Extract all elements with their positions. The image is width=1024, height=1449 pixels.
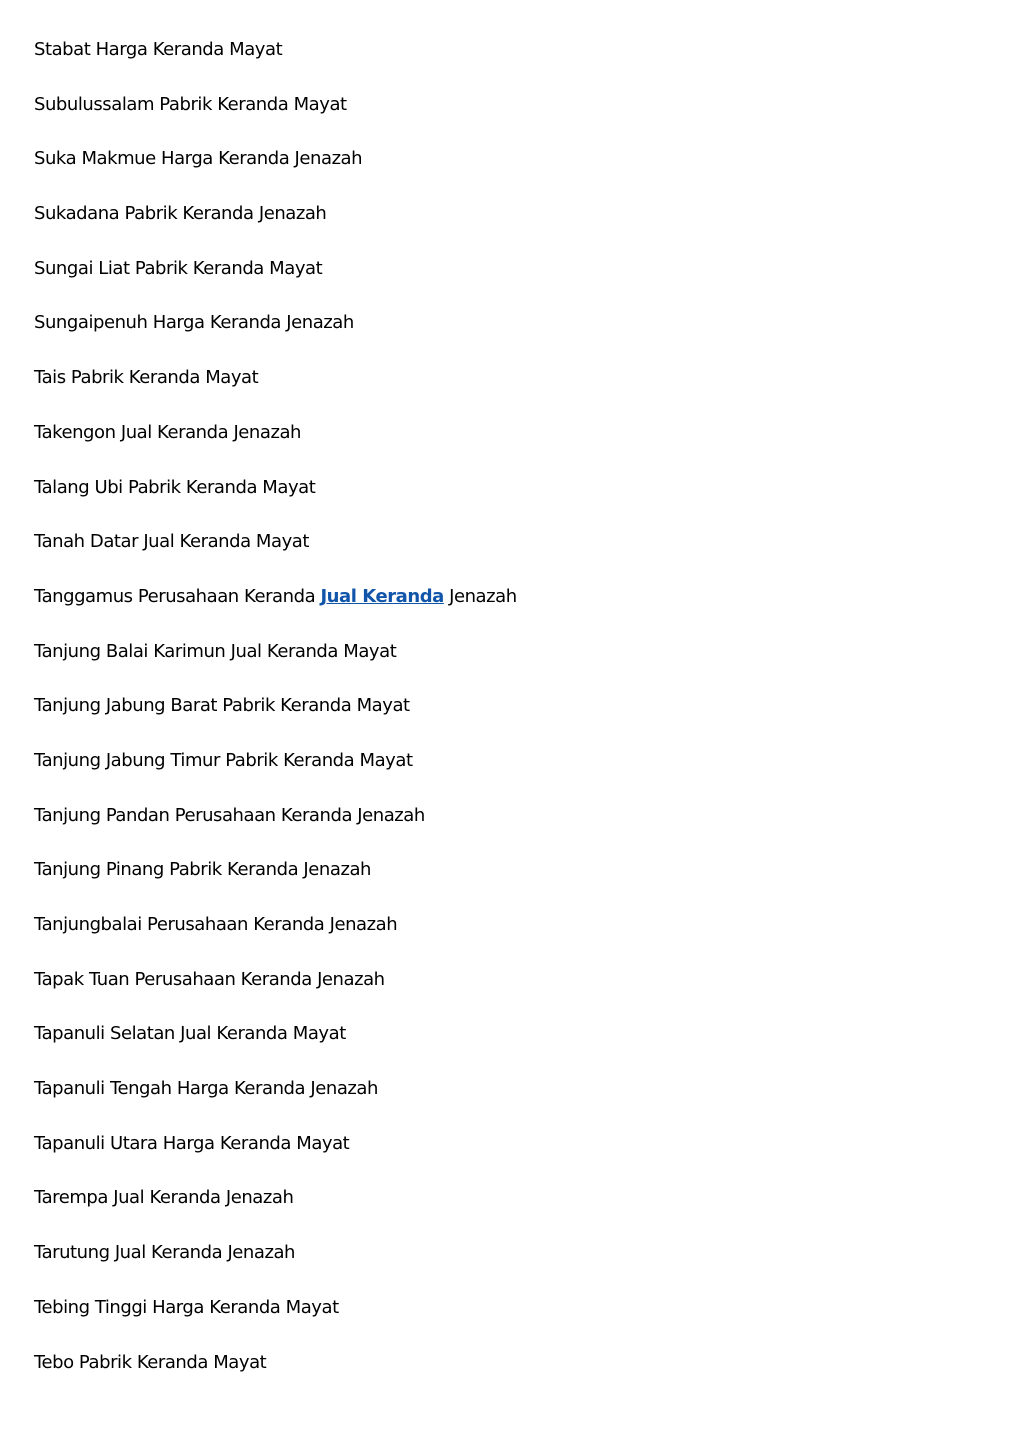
text-line: Tais Pabrik Keranda Mayat (34, 367, 259, 389)
text-line: Subulussalam Pabrik Keranda Mayat (34, 93, 347, 115)
text-line: Sungaipenuh Harga Keranda Jenazah (34, 312, 354, 334)
line-text-after: Jenazah (443, 585, 517, 607)
text-line: Tebing Tinggi Harga Keranda Mayat (34, 1296, 339, 1318)
text-line: Tapanuli Selatan Jual Keranda Mayat (34, 1023, 346, 1045)
text-line: Tarempa Jual Keranda Jenazah (34, 1187, 294, 1209)
text-line: Tanjung Jabung Barat Pabrik Keranda Mayat (34, 695, 410, 717)
text-line: Suka Makmue Harga Keranda Jenazah (34, 148, 363, 170)
text-line: Tanjungbalai Perusahaan Keranda Jenazah (34, 914, 398, 935)
text-line: Sukadana Pabrik Keranda Jenazah (34, 203, 327, 225)
line-text-before: Tanggamus Perusahaan Keranda (34, 585, 321, 607)
text-line: Tebo Pabrik Keranda Mayat (34, 1351, 267, 1373)
text-line: Tapak Tuan Perusahaan Keranda Jenazah (34, 968, 385, 990)
text-line: Takengon Jual Keranda Jenazah (34, 421, 302, 443)
text-line: Tanjung Jabung Timur Pabrik Keranda Mayat (34, 749, 413, 771)
text-line: Tanjung Pandan Perusahaan Keranda Jenazah (34, 804, 425, 826)
text-line: Tapanuli Utara Harga Keranda Mayat (34, 1132, 350, 1154)
text-line: Tapanuli Tengah Harga Keranda Jenazah (34, 1078, 378, 1100)
jual-keranda-link[interactable]: Jual Keranda (320, 585, 444, 607)
text-line: Tarutung Jual Keranda Jenazah (34, 1242, 296, 1264)
text-line: Stabat Harga Keranda Mayat (34, 39, 283, 60)
text-line: Talang Ubi Pabrik Keranda Mayat (34, 476, 316, 498)
text-line: Tanjung Balai Karimun Jual Keranda Mayat (34, 640, 397, 662)
text-line-with-link (34, 583, 994, 638)
document-body (34, 36, 994, 1403)
text-line: Sungai Liat Pabrik Keranda Mayat (34, 257, 323, 279)
text-line: Tanah Datar Jual Keranda Mayat (34, 531, 309, 553)
text-line: Tanjung Pinang Pabrik Keranda Jenazah (34, 859, 371, 881)
